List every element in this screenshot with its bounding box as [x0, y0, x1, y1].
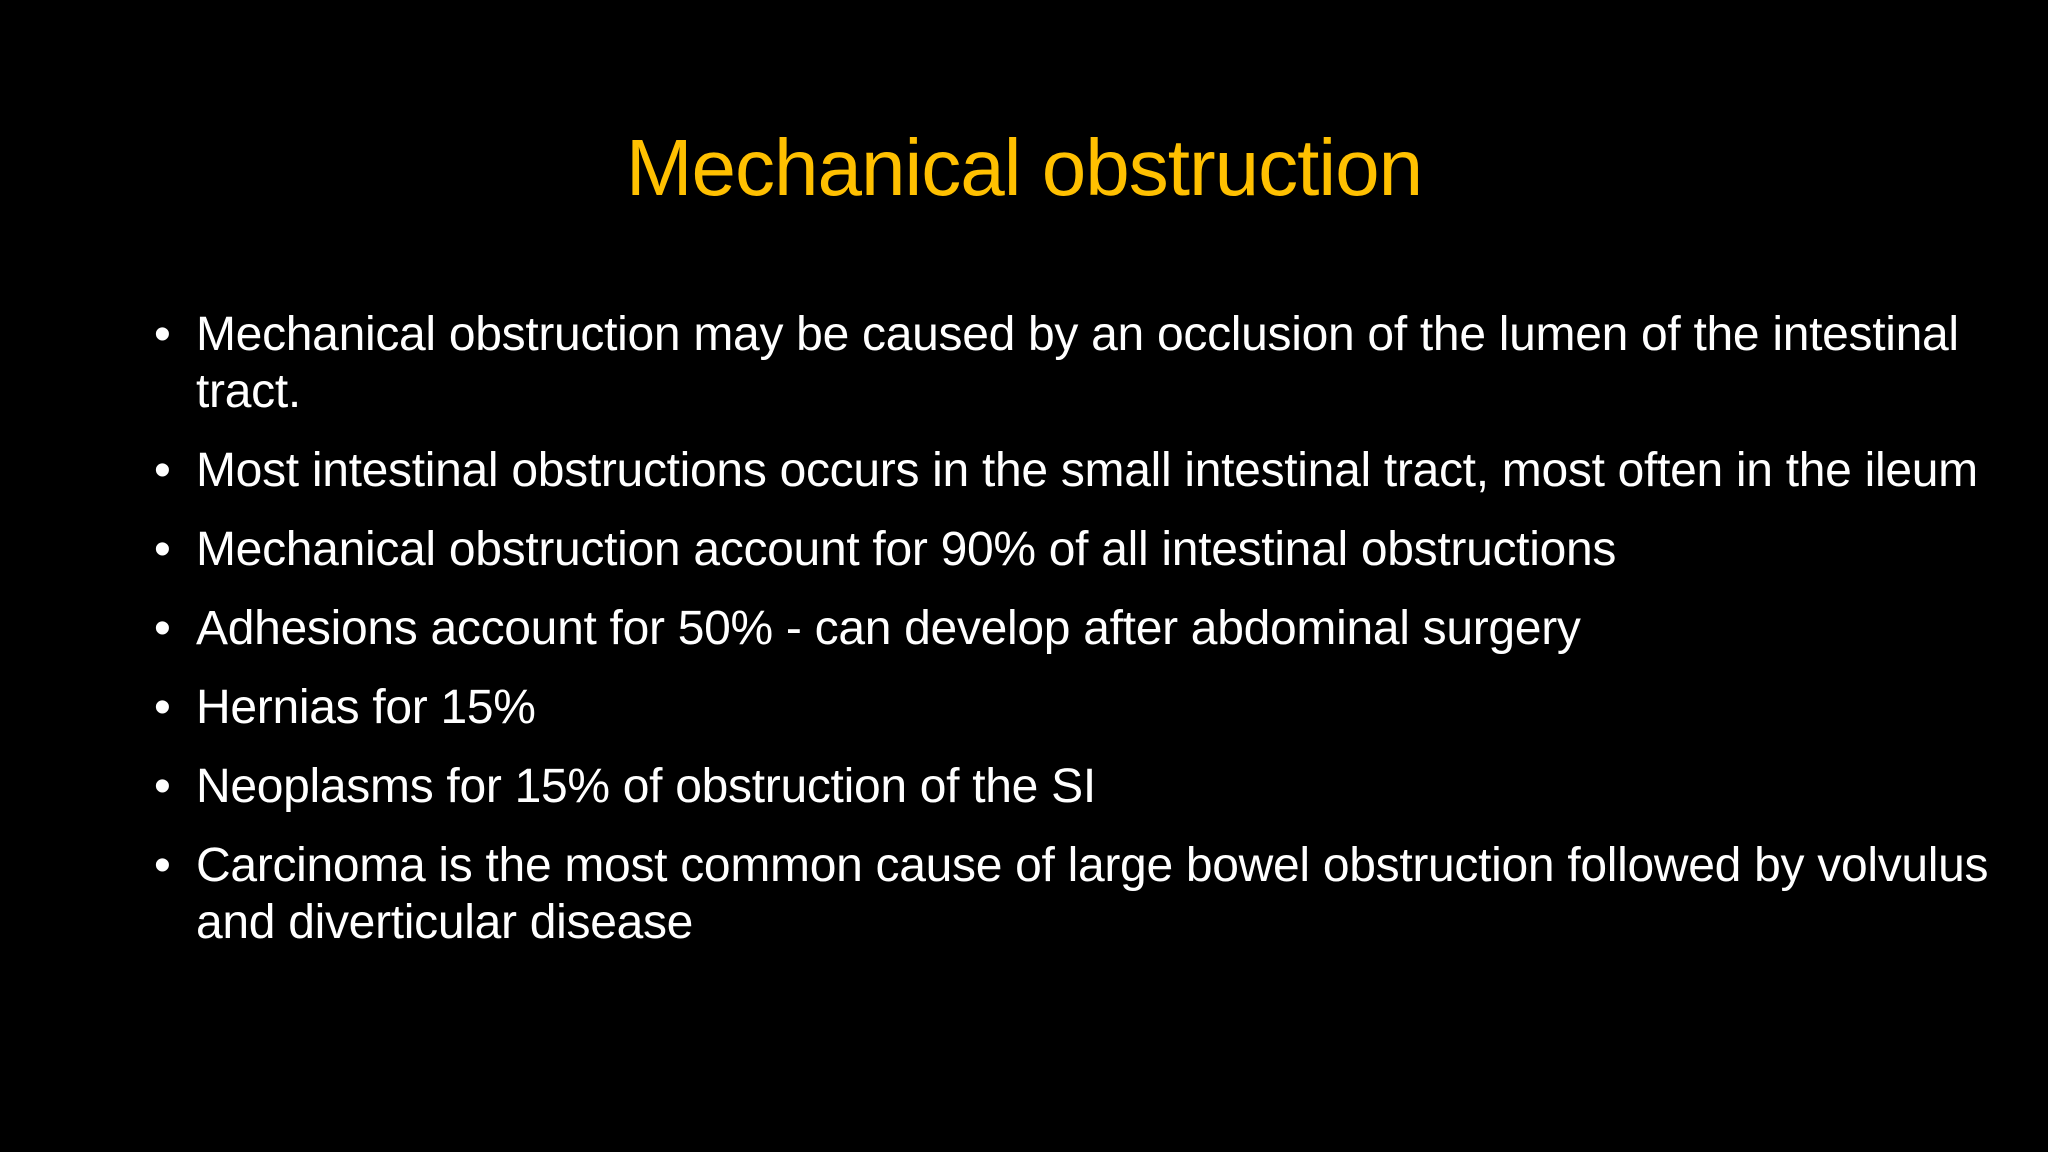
bullet-icon: •: [154, 444, 171, 497]
bullet-text: Adhesions account for 50% - can develop after abdominal surgery: [196, 602, 1581, 655]
bullet-list: [154, 306, 2014, 973]
bullet-icon: •: [154, 839, 171, 892]
bullet-text: Neoplasms for 15% of obstruction of the SI: [196, 760, 1096, 813]
slide-title: Mechanical obstruction: [625, 123, 1423, 212]
bullet-item: [154, 442, 2014, 499]
bullet-icon: •: [154, 760, 171, 813]
bullet-icon: •: [154, 681, 171, 734]
bullet-text: Most intestinal obstructions occurs in the small intestinal tract, most often in the ileum: [196, 444, 1978, 497]
bullet-item: [154, 521, 2014, 578]
bullet-item: [154, 306, 2014, 420]
bullet-item: [154, 600, 2014, 657]
bullet-item: [154, 758, 2014, 815]
bullet-text: Carcinoma is the most common cause of large bowel obstruction followed by volvulus and diverticular disease: [196, 839, 1989, 949]
bullet-text: Mechanical obstruction account for 90% of all intestinal obstructions: [196, 523, 1617, 576]
bullet-text: Hernias for 15%: [196, 681, 536, 734]
bullet-text: Mechanical obstruction may be caused by an occlusion of the lumen of the intestinal tract.: [196, 308, 1959, 418]
bullet-icon: •: [154, 308, 171, 361]
bullet-icon: •: [154, 523, 171, 576]
bullet-item: [154, 679, 2014, 736]
bullet-item: [154, 837, 2014, 951]
bullet-icon: •: [154, 602, 171, 655]
